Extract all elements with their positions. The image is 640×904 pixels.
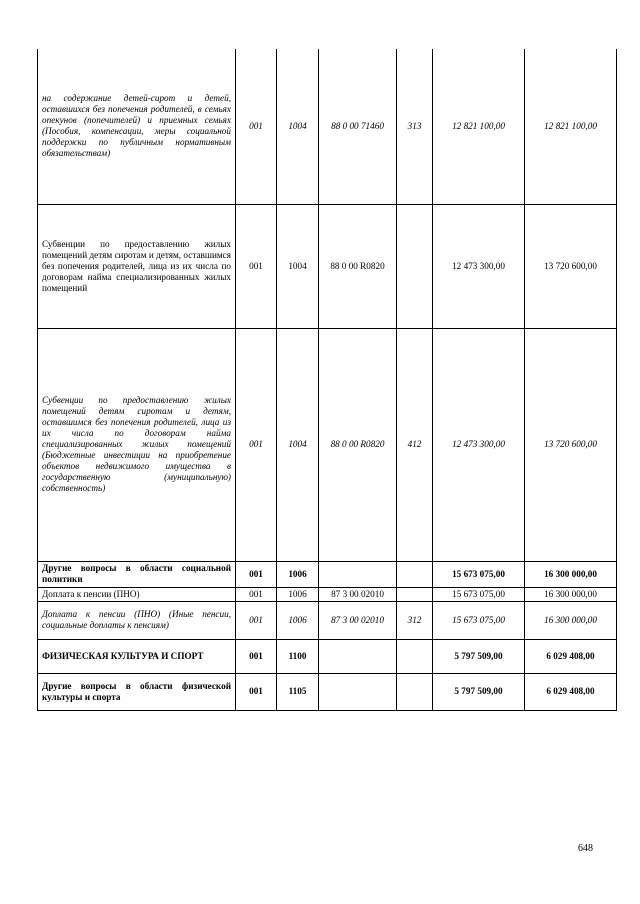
- row-year1: 12 821 100,00: [433, 49, 525, 204]
- row-ved: 001: [236, 328, 277, 561]
- row-csr: [319, 561, 397, 587]
- row-rz: 1004: [277, 49, 319, 204]
- row-ved: 001: [236, 587, 277, 601]
- row-ved: 001: [236, 204, 277, 328]
- row-year2: 12 821 100,00: [525, 49, 617, 204]
- row-vr: 313: [397, 49, 433, 204]
- row-rz: 1004: [277, 204, 319, 328]
- row-name: Другие вопросы в области социальной политики: [38, 561, 236, 587]
- row-year2: 16 300 000,00: [525, 561, 617, 587]
- row-year1: 15 673 075,00: [433, 561, 525, 587]
- table-row: [38, 204, 617, 328]
- row-ved: 001: [236, 639, 277, 673]
- row-ved: 001: [236, 561, 277, 587]
- row-vr: 412: [397, 328, 433, 561]
- table-row: [38, 601, 617, 639]
- row-csr: [319, 673, 397, 710]
- budget-table: [37, 49, 617, 711]
- row-year2: 13 720 600,00: [525, 204, 617, 328]
- row-year2: 13 720 600,00: [525, 328, 617, 561]
- row-name: ФИЗИЧЕСКАЯ КУЛЬТУРА И СПОРТ: [38, 639, 236, 673]
- row-year1: 5 797 509,00: [433, 639, 525, 673]
- table-row: [38, 561, 617, 587]
- row-rz: 1006: [277, 561, 319, 587]
- row-name: Другие вопросы в области физической культуры и спорта: [38, 673, 236, 710]
- row-csr: 88 0 00 R0820: [319, 204, 397, 328]
- row-rz: 1006: [277, 587, 319, 601]
- row-year1: 15 673 075,00: [433, 601, 525, 639]
- row-year2: 16 300 000,00: [525, 601, 617, 639]
- table-row: [38, 587, 617, 601]
- row-year2: 16 300 000,00: [525, 587, 617, 601]
- row-name: на содержание детей-сирот и детей, оставшихся без попечения родителей, в семьях опекунов (попечителей) и приемных семьях (Пособия, компенсации, меры социальной поддержки по публичным нормативным обязательствам): [38, 49, 236, 204]
- row-name: Доплата к пенсии (ПНО): [38, 587, 236, 601]
- row-rz: 1006: [277, 601, 319, 639]
- row-rz: 1105: [277, 673, 319, 710]
- row-ved: 001: [236, 601, 277, 639]
- row-csr: 88 0 00 71460: [319, 49, 397, 204]
- row-csr: 88 0 00 R0820: [319, 328, 397, 561]
- row-year2: 6 029 408,00: [525, 639, 617, 673]
- row-rz: 1100: [277, 639, 319, 673]
- row-rz: 1004: [277, 328, 319, 561]
- row-vr: [397, 587, 433, 601]
- row-year1: 15 673 075,00: [433, 587, 525, 601]
- row-vr: [397, 639, 433, 673]
- row-csr: 87 3 00 02010: [319, 601, 397, 639]
- row-csr: [319, 639, 397, 673]
- row-vr: [397, 673, 433, 710]
- row-year2: 6 029 408,00: [525, 673, 617, 710]
- row-name: Субвенции по предоставлению жилых помещений детям сиротам и детям, оставшимся без попечения родителей, лица из их числа по договорам найма специализированных жилых помещений (Бюджетные инвестиции на приобретение объектов недвижимого имущества в государственную (муниципальную) собственность): [38, 328, 236, 561]
- table-row: [38, 328, 617, 561]
- row-year1: 12 473 300,00: [433, 328, 525, 561]
- row-csr: 87 3 00 02010: [319, 587, 397, 601]
- row-vr: [397, 204, 433, 328]
- row-ved: 001: [236, 49, 277, 204]
- row-name: Субвенции по предоставлению жилых помещений детям сиротам и детям, оставшимся без попечения родителей, лица из их числа по договорам найма специализированных жилых помещений: [38, 204, 236, 328]
- page-number: 648: [578, 843, 593, 854]
- table-row: [38, 49, 617, 204]
- row-ved: 001: [236, 673, 277, 710]
- row-year1: 12 473 300,00: [433, 204, 525, 328]
- table-row: [38, 673, 617, 710]
- row-vr: 312: [397, 601, 433, 639]
- row-vr: [397, 561, 433, 587]
- row-year1: 5 797 509,00: [433, 673, 525, 710]
- row-name: Доплата к пенсии (ПНО) (Иные пенсии, социальные доплаты к пенсиям): [38, 601, 236, 639]
- table-row: [38, 639, 617, 673]
